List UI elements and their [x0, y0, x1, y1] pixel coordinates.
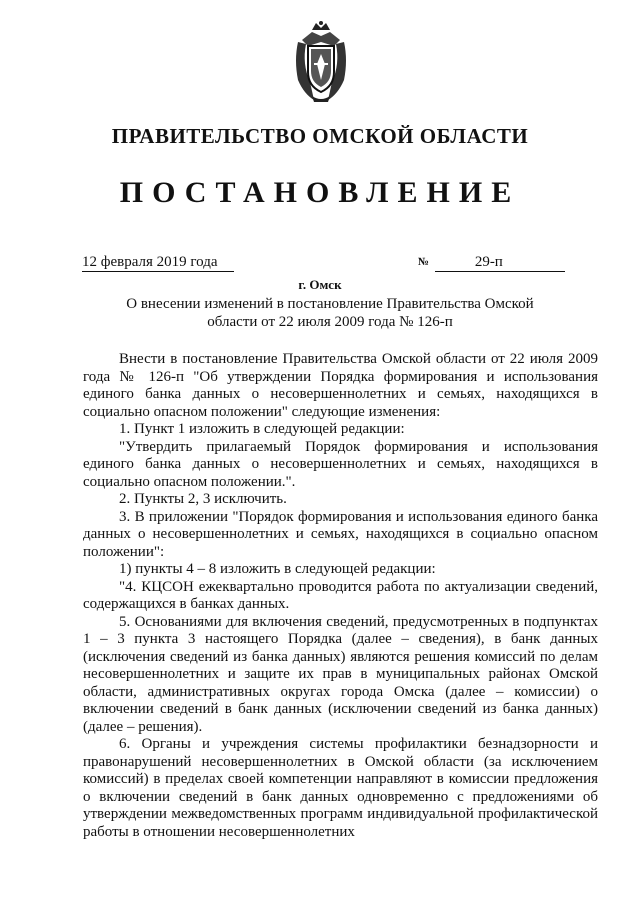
body-paragraph: 5. Основаниями для включения сведений, предусмотренных в подпунктах 1 – 3 пункта 3 настоящего Порядка (далее – сведения), в банк данных (исключения сведений из банка данных) являются решения комиссий по делам несовершеннолетних и защите их прав в муниципальных районах Омской области, административных округах города Омска (далее – комиссии) о включении сведений в банк данных (исключении сведений из банка данных) (далее – решения). — [83, 613, 598, 735]
city-label: г. Омск — [298, 277, 342, 292]
number-sign: № — [418, 256, 430, 268]
body-paragraph: "4. КЦСОН ежеквартально проводится работа по актуализации сведений, содержащихся в банках данных. — [83, 578, 598, 612]
coat-of-arms-emblem — [290, 20, 352, 104]
body-paragraph: "Утвердить прилагаемый Порядок формирования и использования единого банка данных о несовершеннолетних и семьях, находящихся в социально опасном положении.". — [83, 438, 598, 490]
body-paragraph: 3. В приложении "Порядок формирования и использования единого банка данных о несовершеннолетних и семьях, находящихся в социально опасном положении": — [83, 508, 598, 560]
body-paragraph: Внести в постановление Правительства Омской области от 22 июля 2009 года № 126-п "Об утверждении Порядка формирования и использования единого банка данных о несовершеннолетних и семьях, находящихся в социально опасном положении" следующие изменения: — [83, 351, 598, 420]
document-number-line — [418, 254, 576, 272]
body-paragraph: 1) пункты 4 – 8 изложить в следующей редакции: — [119, 561, 436, 577]
body-paragraph: 1. Пункт 1 изложить в следующей редакции: — [119, 421, 405, 437]
document-number: 29-п — [435, 254, 565, 272]
document-body — [83, 351, 598, 841]
body-paragraph: 6. Органы и учреждения системы профилактики безнадзорности и правонарушений несовершеннолетних в Омской области (за исключением комиссий) в пределах своей компетенции направляют в комиссии предложения о включении сведений в банк данных одновременно с предложениями об утверждении межведомственных программ индивидуальной профилактической работы в отношении несовершеннолетних — [83, 736, 598, 840]
body-paragraph: 2. Пункты 2, 3 исключить. — [119, 491, 287, 507]
document-subject: О внесении изменений в постановление Правительства Омской области от 22 июля 2009 года № 126-п — [126, 296, 534, 330]
document-date: 12 февраля 2019 года — [82, 254, 234, 272]
document-type-title: ПОСТАНОВЛЕНИЕ — [119, 176, 521, 209]
organization-title: ПРАВИТЕЛЬСТВО ОМСКОЙ ОБЛАСТИ — [111, 124, 529, 148]
